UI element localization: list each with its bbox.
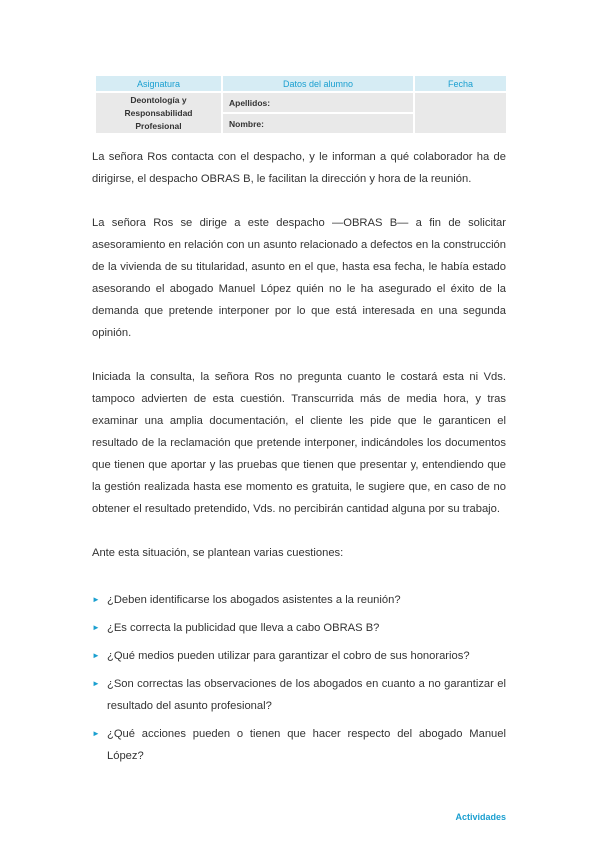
student-header-table xyxy=(94,74,508,135)
header-fecha: Fecha xyxy=(415,76,506,91)
paragraph-1: La señora Ros contacta con el despacho, y le informan a qué colaborador ha de dirigirse, el despacho OBRAS B, le facilitan la dirección y hora de la reunión. xyxy=(92,151,506,185)
header-asignatura: Asignatura xyxy=(96,76,221,91)
list-item xyxy=(92,645,506,667)
paragraph-4: Ante esta situación, se plantean varias cuestiones: xyxy=(92,547,344,559)
subject-line-3: Profesional xyxy=(135,120,182,131)
list-item xyxy=(92,673,506,717)
triangle-bullet-icon: ► xyxy=(92,651,100,660)
list-item xyxy=(92,723,506,767)
subject-line-1: Deontología y xyxy=(130,94,187,105)
subject-line-2: Responsabilidad xyxy=(124,107,193,118)
subject-name xyxy=(96,93,221,133)
fecha-field[interactable] xyxy=(415,93,506,133)
question-text: ¿Qué medios pueden utilizar para garantizar el cobro de sus honorarios? xyxy=(107,650,470,662)
list-item xyxy=(92,589,506,611)
question-text: ¿Qué acciones pueden o tienen que hacer respecto del abogado Manuel López? xyxy=(107,728,506,762)
footer-label: Actividades xyxy=(455,812,506,822)
triangle-bullet-icon: ► xyxy=(92,595,100,604)
questions-list xyxy=(92,589,506,773)
paragraph-3: Iniciada la consulta, la señora Ros no pregunta cuanto le costará esta ni Vds. tampoco advierten de esta cuestión. Transcurrida más de media hora, y tras examinar una amplia documentación, el cliente les pide que le garanticen el resultado de la reclamación que pretende interponer, indicándoles los documentos que tienen que aportar y las pruebas que tienen que presentar y, entendiendo que la gestión realizada hasta ese momento es gratuita, le sugiere que, en caso de no obtener el resultado pretendido, Vds. no percibirán cantidad alguna por su trabajo. xyxy=(92,371,506,515)
paragraph-2: La señora Ros se dirige a este despacho —OBRAS B— a fin de solicitar asesoramiento en relación con un asunto relacionado a defectos en la construcción de la vivienda de su titularidad, asunto en el que, hasta esa fecha, le había estado asesorando el abogado Manuel López quién no le ha asegurado el éxito de la demanda que pretende interponer por lo que está interesada en una segunda opinión. xyxy=(92,217,506,339)
question-text: ¿Deben identificarse los abogados asistentes a la reunión? xyxy=(107,594,401,606)
nombre-field[interactable]: Nombre: xyxy=(223,114,413,133)
question-text: ¿Son correctas las observaciones de los abogados en cuanto a no garantizar el resultado del asunto profesional? xyxy=(107,678,506,712)
triangle-bullet-icon: ► xyxy=(92,729,100,738)
apellidos-field[interactable]: Apellidos: xyxy=(223,93,413,112)
list-item xyxy=(92,617,506,639)
triangle-bullet-icon: ► xyxy=(92,623,100,632)
header-datos-alumno: Datos del alumno xyxy=(223,76,413,91)
question-text: ¿Es correcta la publicidad que lleva a cabo OBRAS B? xyxy=(107,622,380,634)
triangle-bullet-icon: ► xyxy=(92,679,100,688)
